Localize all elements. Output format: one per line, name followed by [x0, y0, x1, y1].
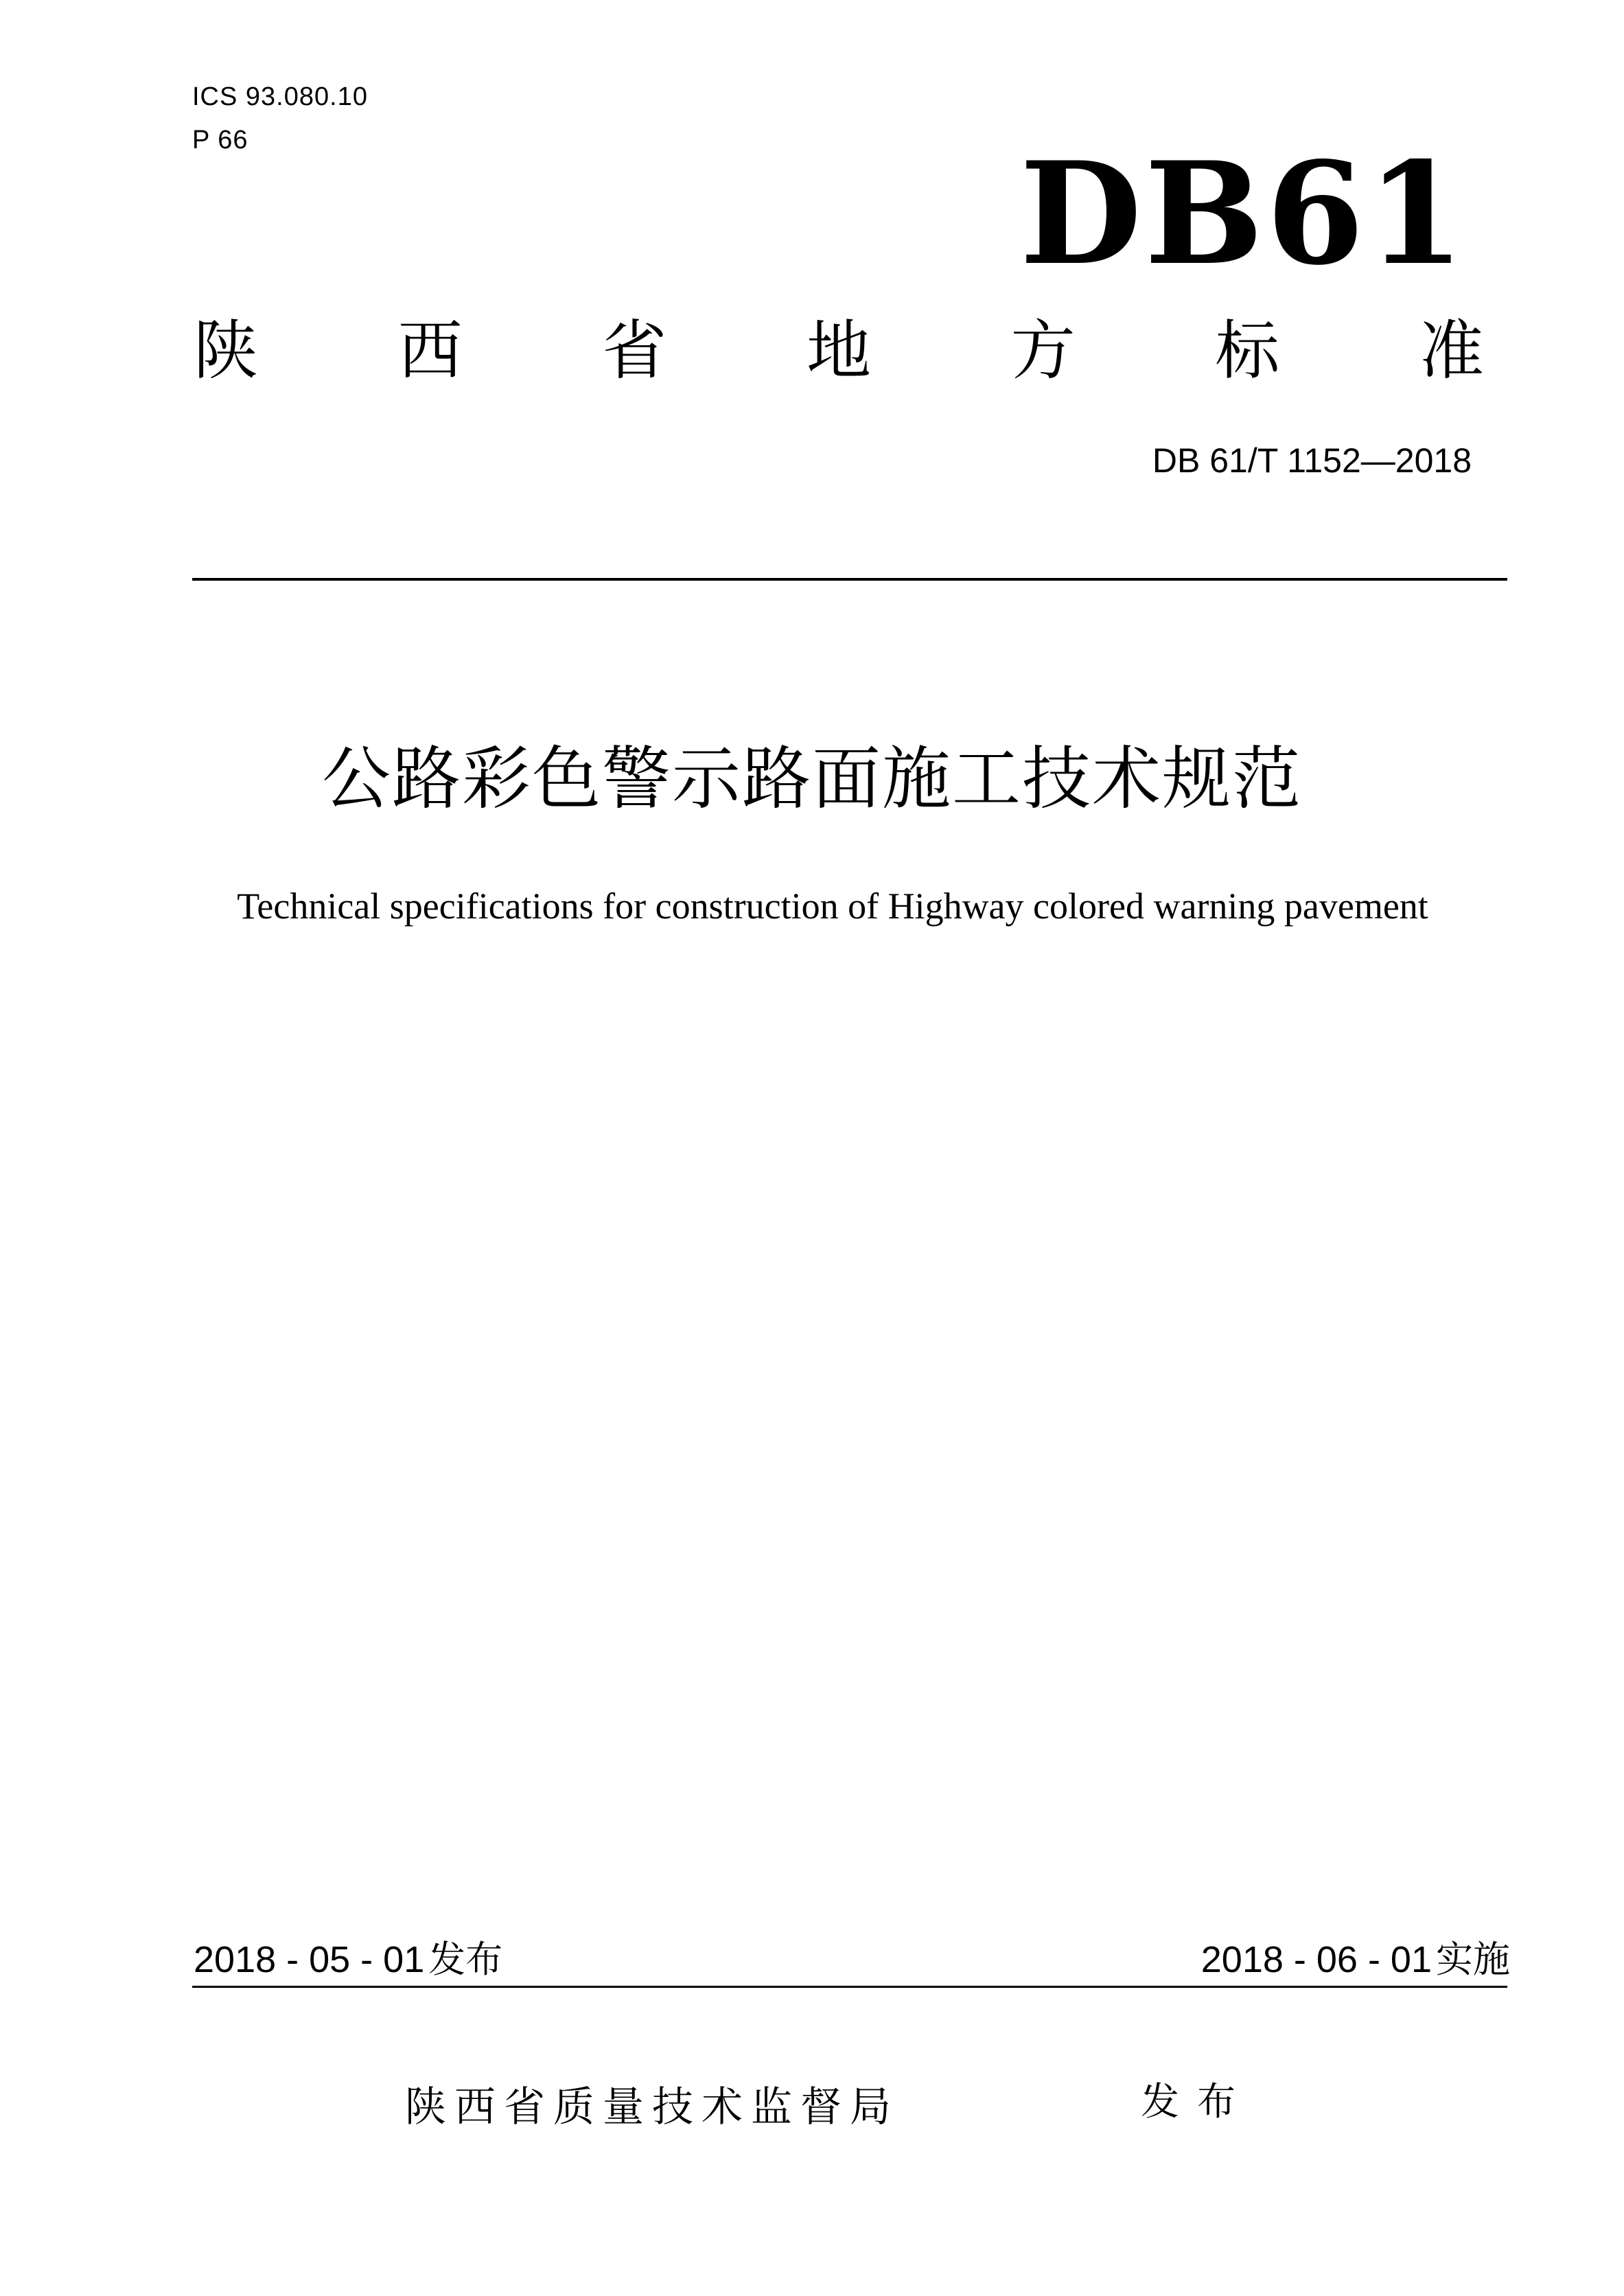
publish-label: 发布 [1141, 2080, 1253, 2124]
standard-type-char: 方 [1010, 314, 1076, 389]
standard-type-char: 准 [1419, 314, 1484, 389]
standard-type-heading [194, 314, 1484, 389]
standard-code: DB 61/T 1152—2018 [1152, 441, 1472, 480]
standard-type-char: 陕 [194, 314, 259, 389]
standard-logo: DB61 [1019, 132, 1468, 297]
standard-type-char: 地 [806, 314, 871, 389]
document-title-chinese: 公路彩色警示路面施工技术规范 [322, 739, 1302, 819]
implementation-label: 实施 [1436, 1938, 1510, 1981]
publisher-name: 陕西省质量技术监督局 [405, 2083, 899, 2131]
implementation-date-line [1200, 1938, 1510, 1981]
issue-date-line [194, 1938, 503, 1981]
top-divider [192, 578, 1507, 581]
document-title-english: Technical specifications for construction of Highway colored warning pavement [237, 885, 1428, 927]
implementation-date: 2018 - 06 - 01 [1200, 1939, 1432, 1980]
standard-type-char: 省 [602, 314, 667, 389]
ics-code: ICS 93.080.10 [192, 82, 368, 111]
standard-type-char: 标 [1215, 314, 1280, 389]
issue-date: 2018 - 05 - 01 [194, 1939, 425, 1980]
issue-label: 发布 [428, 1938, 503, 1981]
ccs-code: P 66 [192, 126, 248, 154]
standard-type-char: 西 [397, 314, 463, 389]
bottom-divider [192, 1986, 1507, 1988]
